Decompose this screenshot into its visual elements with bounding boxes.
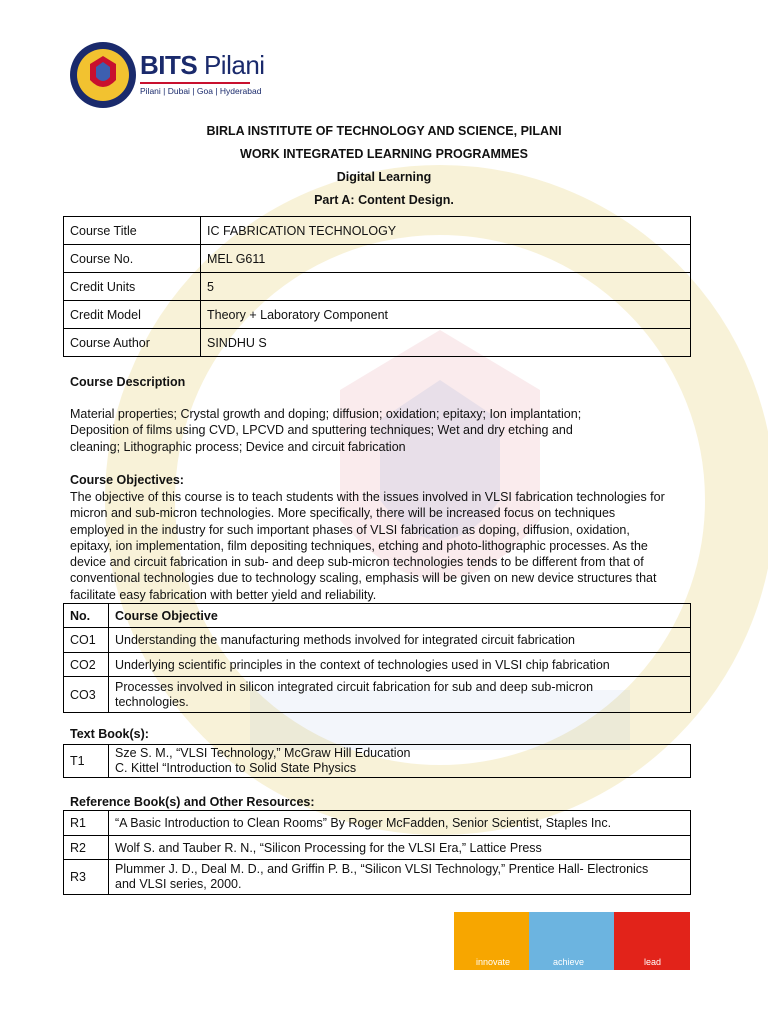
part-title: Part A: Content Design.	[314, 193, 454, 207]
course-objectives-text	[70, 489, 695, 603]
co-objective	[109, 653, 691, 677]
course-no-label: Course No.	[64, 245, 201, 273]
innovate-block	[454, 912, 529, 970]
co-no: CO2	[64, 653, 109, 677]
text-book-line: C. Kittel “Introduction to Solid State Physics	[115, 761, 357, 775]
objectives-line: epitaxy, ion implementation, film depositing techniques, etching and photo-lithographic processes. As the	[70, 538, 648, 553]
objectives-line: device and circuit fabrication in sub- and deep sub-micron technologies tends to be different from that of	[70, 555, 644, 570]
programme-title: WORK INTEGRATED LEARNING PROGRAMMES	[240, 147, 528, 161]
logo-name: BITS	[140, 50, 198, 80]
description-line: Material properties; Crystal growth and doping; diffusion; oxidation; epitaxy; Ion implantation;	[70, 407, 582, 421]
table-row	[64, 653, 691, 677]
brand-strip	[454, 912, 690, 970]
table-row	[64, 245, 691, 273]
objectives-line: The objective of this course is to teach students with the issues involved in VLSI fabrication technologies for	[70, 490, 665, 504]
logo-name-suffix: Pilani	[203, 50, 265, 80]
achieve-label: achieve	[553, 957, 585, 967]
table-row	[64, 301, 691, 329]
reference-no: R1	[64, 811, 109, 836]
table-row	[64, 628, 691, 653]
co-objective	[109, 677, 691, 713]
course-info-table	[63, 216, 691, 357]
credit-units-label: Credit Units	[64, 273, 201, 301]
reference-no: R3	[64, 860, 109, 895]
objectives-line: micron and sub-micron technologies. More specifically, there will be increased focus on techniques	[70, 506, 616, 521]
table-row	[64, 836, 691, 860]
innovate-label: innovate	[476, 957, 511, 967]
objectives-line: employed in the industry for such important phases of VLSI fabrication as doping, diffusion, oxidation,	[70, 522, 630, 537]
reference-no: R2	[64, 836, 109, 860]
table-row	[64, 273, 691, 301]
course-author-label: Course Author	[64, 329, 201, 357]
course-description-heading: Course Description	[70, 375, 186, 389]
bits-pilani-logo	[68, 40, 268, 112]
reference-books-heading: Reference Book(s) and Other Resources:	[70, 795, 315, 809]
text-book-line: Sze S. M., “VLSI Technology,” McGraw Hill Education	[115, 746, 411, 760]
text-book-entry	[109, 745, 691, 778]
co-no: CO1	[64, 628, 109, 653]
course-objectives-heading: Course Objectives:	[70, 473, 184, 487]
co-objective	[109, 628, 691, 653]
text-books-table	[63, 744, 691, 778]
table-row	[64, 811, 691, 836]
course-title-value: IC FABRICATION TECHNOLOGY	[201, 217, 691, 245]
co-objective-line: Processes involved in silicon integrated circuit fabrication for sub and deep sub-micron	[115, 679, 594, 694]
co-no-header: No.	[64, 604, 109, 628]
credit-model-value: Theory + Laboratory Component	[201, 301, 691, 329]
logo-divider	[140, 82, 250, 84]
reference-line: “A Basic Introduction to Clean Rooms” By Roger McFadden, Senior Scientist, Staples Inc.	[115, 816, 612, 830]
bits-emblem-icon	[68, 40, 138, 110]
table-row	[64, 677, 691, 713]
reference-line: Wolf S. and Tauber R. N., “Silicon Processing for the VLSI Era,” Lattice Press	[115, 840, 542, 855]
course-no-value: MEL G611	[201, 245, 691, 273]
credit-units-value: 5	[201, 273, 691, 301]
lead-block	[614, 912, 690, 970]
objectives-line: facilitate easy fabrication with better yield and reliability.	[70, 587, 377, 602]
co-objective-line: Underlying scientific principles in the context of technologies used in VLSI chip fabrication	[115, 657, 610, 672]
course-author-value: SINDHU S	[201, 329, 691, 357]
reference-line: Plummer J. D., Deal M. D., and Griffin P. B., “Silicon VLSI Technology,” Prentice Hall- Electronics	[115, 862, 649, 876]
achieve-block	[529, 912, 614, 970]
co-objective-line: technologies.	[115, 694, 189, 709]
description-line: cleaning; Lithographic process; Device and circuit fabrication	[70, 439, 406, 454]
reference-entry	[109, 860, 691, 895]
reference-entry	[109, 836, 691, 860]
table-row	[64, 329, 691, 357]
course-objective-table	[63, 603, 691, 713]
table-header-row	[64, 604, 691, 628]
table-row	[64, 745, 691, 778]
digital-learning-title: Digital Learning	[336, 170, 432, 184]
text-books-heading: Text Book(s):	[70, 727, 149, 741]
course-title-label: Course Title	[64, 217, 201, 245]
table-row	[64, 860, 691, 895]
co-no: CO3	[64, 677, 109, 713]
credit-model-label: Credit Model	[64, 301, 201, 329]
course-description-text	[70, 406, 695, 455]
institute-title: BIRLA INSTITUTE OF TECHNOLOGY AND SCIENCE, PILANI	[206, 124, 562, 138]
reference-entry	[109, 811, 691, 836]
reference-books-table	[63, 810, 691, 895]
co-objective-line: Understanding the manufacturing methods involved for integrated circuit fabrication	[115, 633, 575, 647]
table-row	[64, 217, 691, 245]
objectives-line: conventional technologies due to technology scaling, emphasis will be given on new device structures that	[70, 571, 657, 586]
text-book-no: T1	[64, 745, 109, 778]
logo-campuses: Pilani | Dubai | Goa | Hyderabad	[140, 86, 262, 96]
description-line: Deposition of films using CVD, LPCVD and sputtering techniques; Wet and dry etching and	[70, 423, 573, 438]
reference-line: and VLSI series, 2000.	[115, 877, 242, 891]
co-objective-header: Course Objective	[109, 604, 691, 628]
lead-label: lead	[644, 957, 662, 967]
